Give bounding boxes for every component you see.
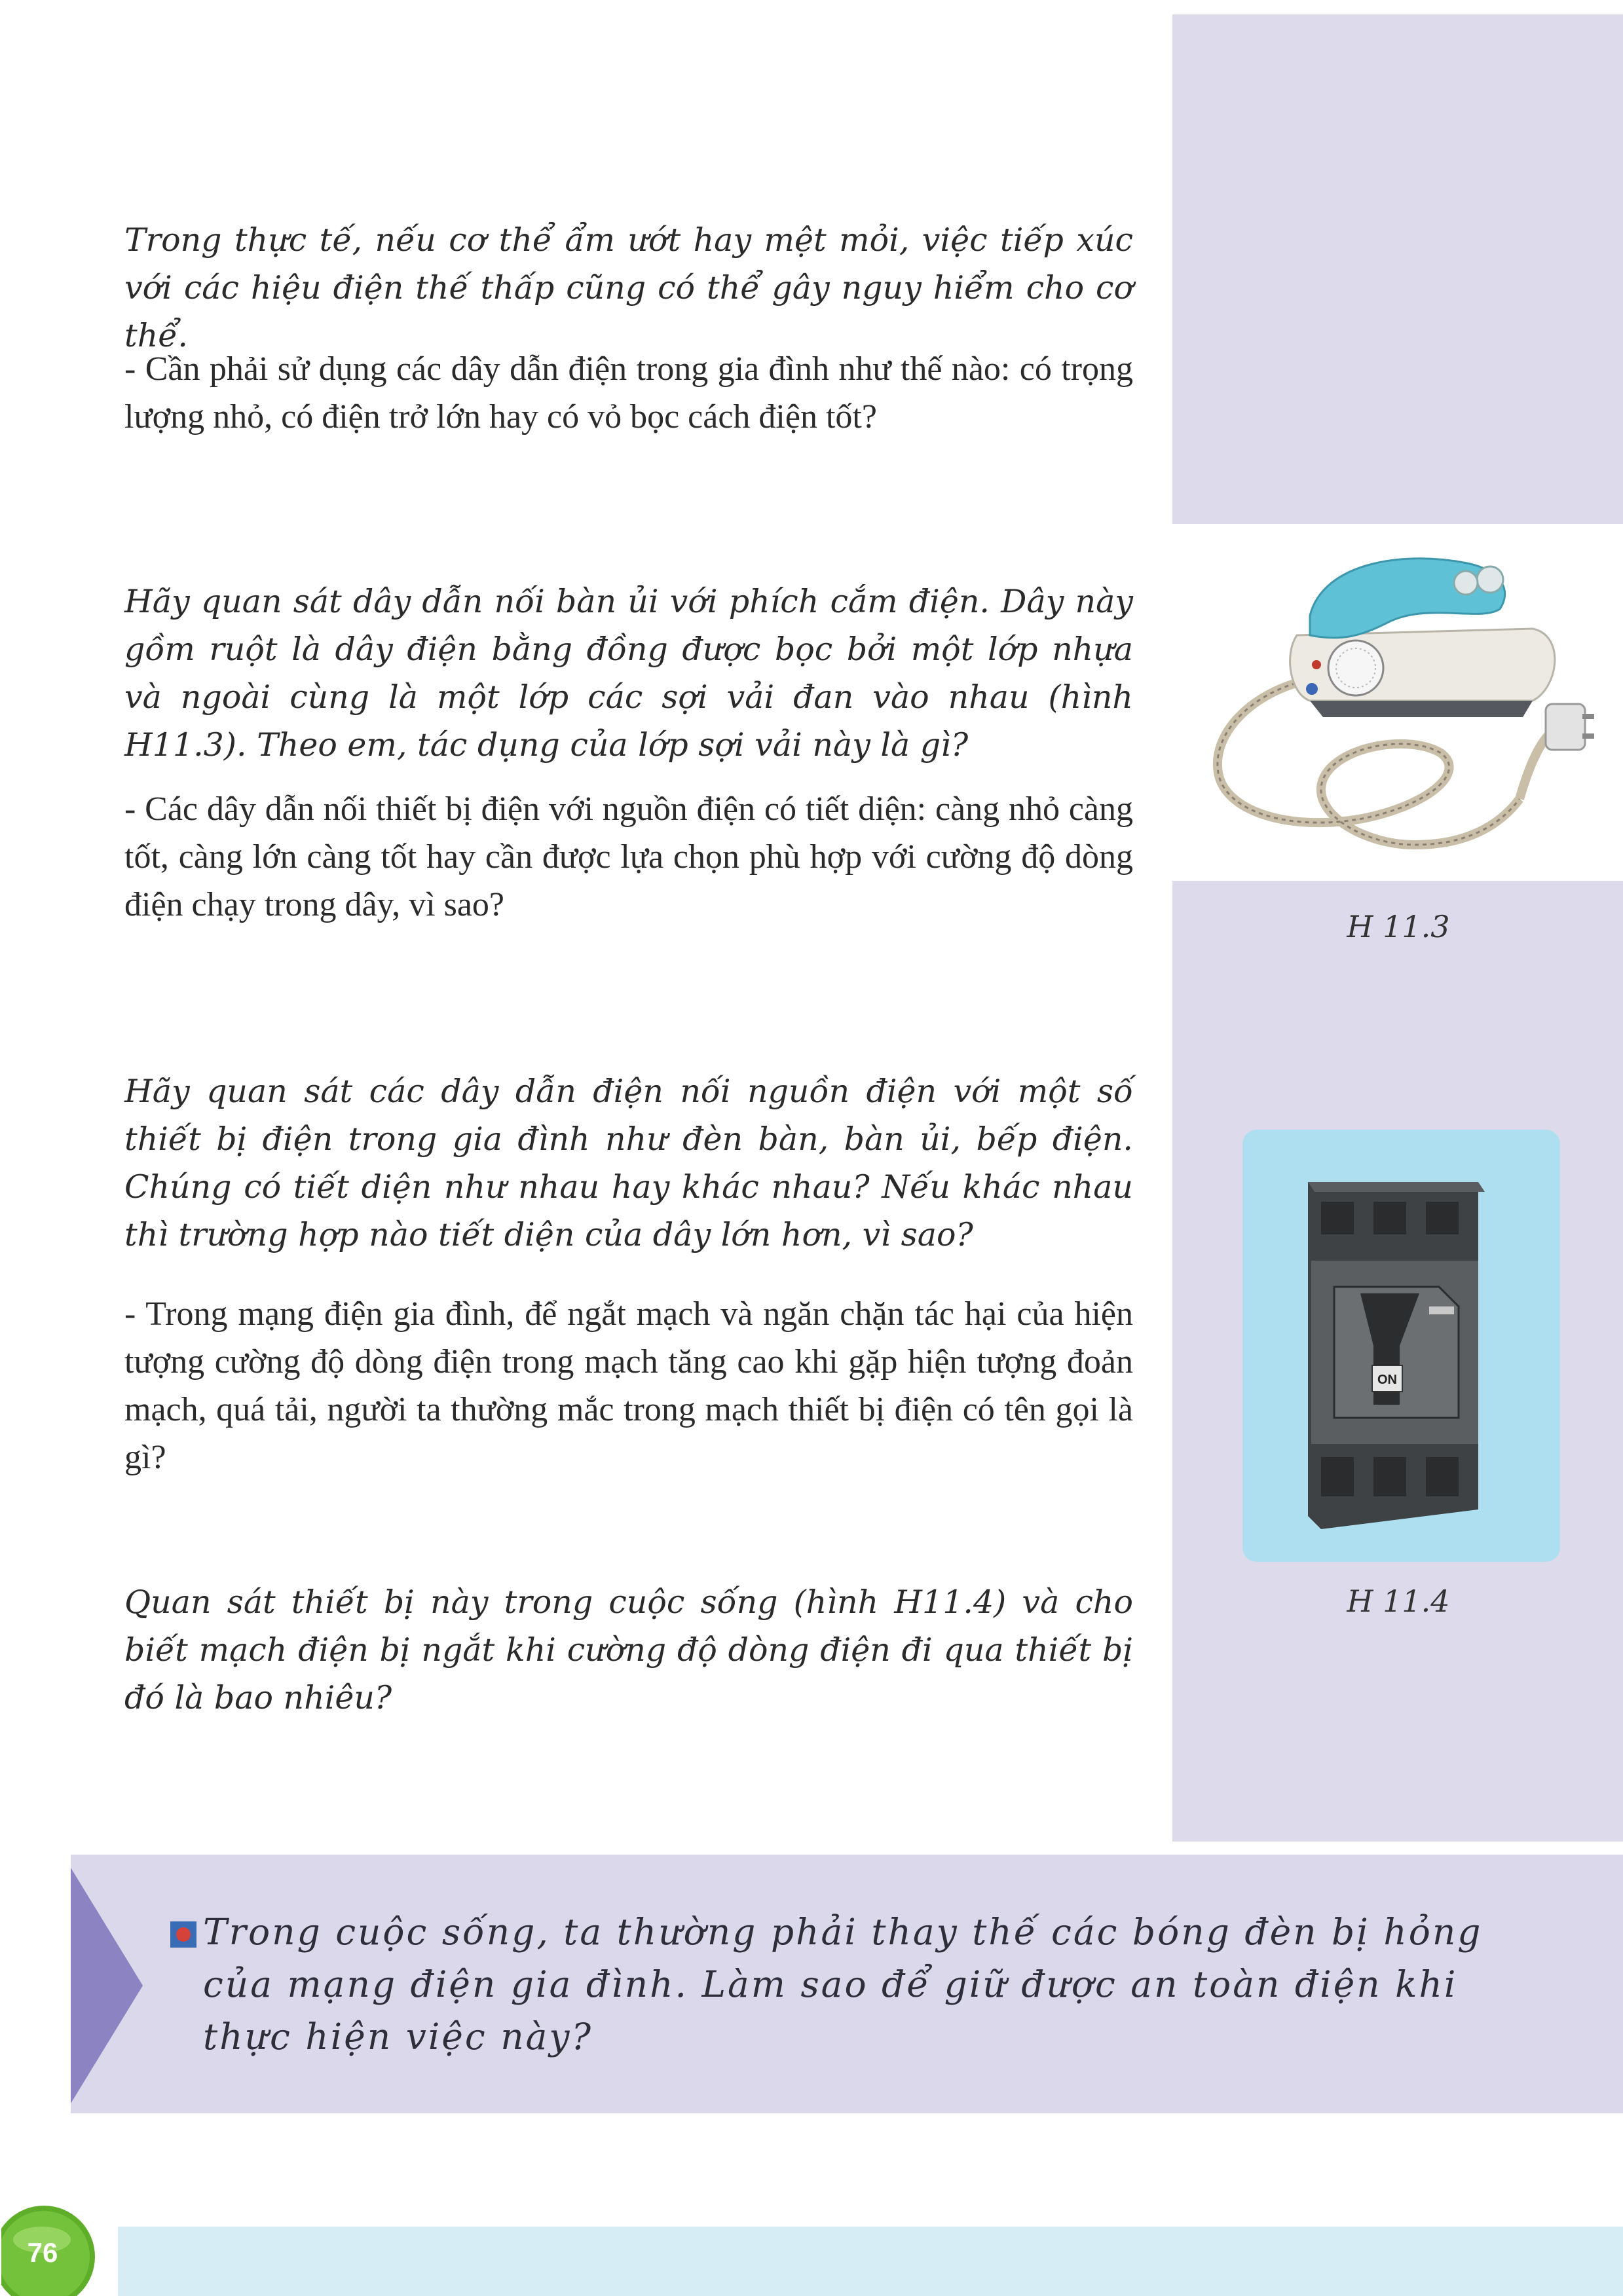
iron-illustration (1192, 537, 1598, 878)
caption-h11-4: H 11.4 (1347, 1583, 1450, 1619)
activity-question: Trong cuộc sống, ta thường phải thay thế các bóng đèn bị hỏng của mạng điện gia đình. Làm sao để giữ được an toàn điện khi thực hiện việc này? (203, 1911, 1483, 2058)
paragraph-wet-body-warning: Trong thực tế, nếu cơ thể ẩm ướt hay mệt mỏi, việc tiếp xúc với các hiệu điện thế thấp cũng có thể gây nguy hiểm cho cơ thể. (124, 221, 1133, 354)
figure-h11-4-breaker (1242, 1130, 1560, 1562)
breaker-on-label: ON (1377, 1373, 1397, 1387)
activity-arrow-icon (71, 1855, 149, 2113)
breaker-illustration (1242, 1130, 1560, 1562)
paragraph-question-breaker: - Trong mạng điện gia đình, để ngắt mạch và ngăn chặn tác hại của hiện tượng cường độ dòng điện trong mạch tăng cao khi gặp hiện tượng đoản mạch, quá tải, người ta thường mắc trong mạch thiết bị điện có tên gọi là gì? (124, 1295, 1133, 1476)
paragraph-question-cross-section: - Các dây dẫn nối thiết bị điện với nguồn điện có tiết diện: càng nhỏ càng tốt, càng lớn càng tốt hay cần được lựa chọn phù hợp với cường độ dòng điện chạy trong dây, vì sao? (124, 790, 1133, 923)
figure-h11-3-iron (1192, 537, 1598, 878)
paragraph-question-wire-use: - Cần phải sử dụng các dây dẫn điện trong gia đình như thế nào: có trọng lượng nhỏ, có điện trở lớn hay có vỏ bọc cách điện tốt? (124, 350, 1133, 435)
caption-h11-3: H 11.3 (1347, 909, 1450, 944)
page-number: 76 (27, 2237, 58, 2268)
activity-bullet-icon (169, 1920, 198, 1949)
footer-band (118, 2227, 1623, 2296)
paragraph-observe-breaker: Quan sát thiết bị này trong cuộc sống (hình H11.4) và cho biết mạch điện bị ngắt khi cường độ dòng điện đi qua thiết bị đó là bao nhiêu? (124, 1583, 1133, 1716)
paragraph-observe-iron-cord: Hãy quan sát dây dẫn nối bàn ủi với phích cắm điện. Dây này gồm ruột là dây điện bằng đồng được bọc bởi một lớp nhựa và ngoài cùng là một lớp các sợi vải đan vào nhau (hình H11.3). Theo em, tác dụng của lớp sợi vải này là gì? (124, 583, 1133, 764)
paragraph-observe-wires: Hãy quan sát các dây dẫn điện nối nguồn điện với một số thiết bị điện trong gia đình như đèn bàn, bàn ủi, bếp điện. Chúng có tiết diện như nhau hay khác nhau? Nếu khác nhau thì trường hợp nào tiết diện của dây lớn hơn, vì sao? (124, 1073, 1133, 1253)
